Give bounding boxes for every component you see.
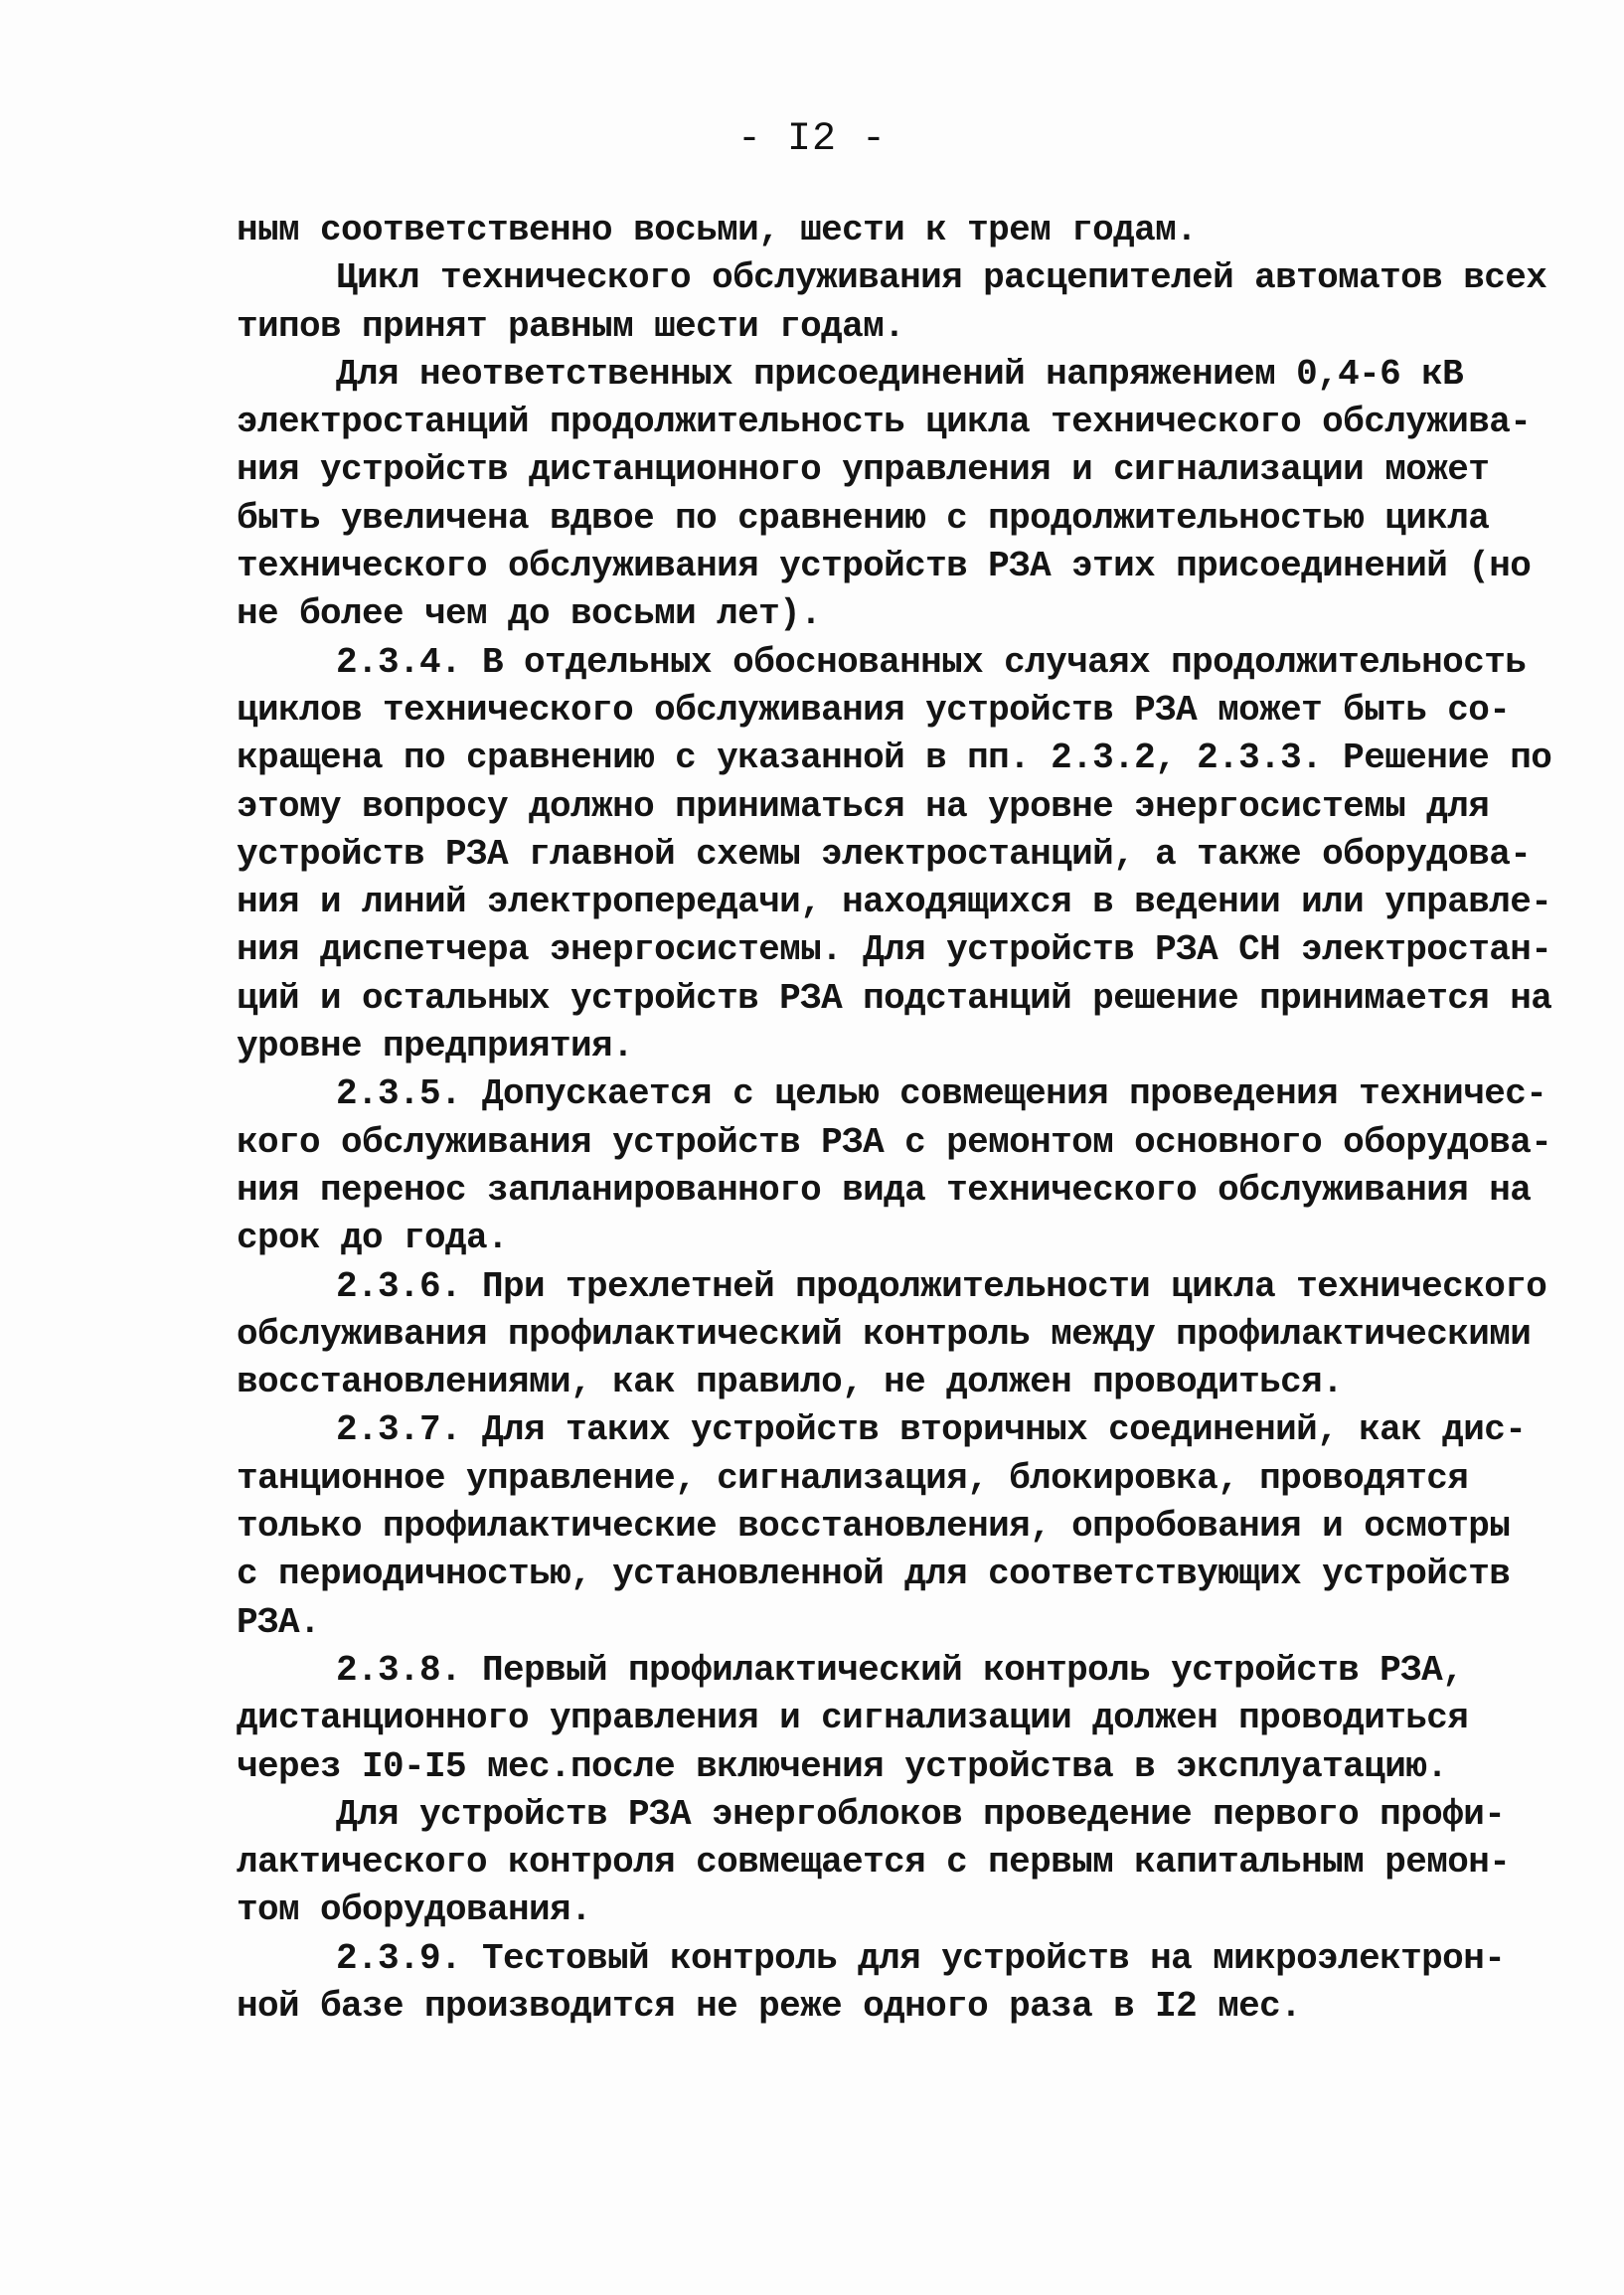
- text-line: циклов технического обслуживания устройств РЗА может быть со-: [237, 689, 1511, 731]
- text-line: 2.3.6. При трехлетней продолжительности цикла технического: [336, 1265, 1547, 1307]
- document-body: [237, 207, 1552, 2031]
- paragraph: [237, 1263, 1547, 1407]
- text-line: ния и линий электропередачи, находящихся в ведении или управле-: [237, 882, 1552, 923]
- text-line: Цикл технического обслуживания расцепителей автоматов всех: [336, 257, 1547, 299]
- text-line: только профилактические восстановления, опробования и осмотры: [237, 1506, 1511, 1548]
- paragraph: [237, 1935, 1506, 2032]
- text-line: срок до года.: [237, 1218, 509, 1259]
- text-line: дистанционного управления и сигнализации должен проводиться: [237, 1698, 1469, 1739]
- text-line: ния устройств дистанционного управления и сигнализации может: [237, 449, 1490, 491]
- paragraph: [237, 1406, 1527, 1646]
- text-line: ций и остальных устройств РЗА подстанций решение принимается на: [237, 977, 1552, 1019]
- text-line: с периодичностью, установленной для соответствующих устройств: [237, 1554, 1511, 1595]
- text-line: типов принят равным шести годам.: [237, 305, 905, 347]
- paragraph: [237, 1791, 1511, 1935]
- page-number: - I2 -: [736, 117, 888, 162]
- text-line: электростанций продолжительность цикла технического обслужива-: [237, 402, 1532, 443]
- text-line: 2.3.9. Тестовый контроль для устройств на микроэлектрон-: [336, 1937, 1506, 1979]
- paragraph: [237, 639, 1552, 1071]
- text-line: через I0-I5 мес.после включения устройства в эксплуатацию.: [237, 1745, 1448, 1787]
- text-line: не более чем до восьми лет).: [237, 593, 822, 635]
- text-line: быть увеличена вдвое по сравнению с продолжительностью цикла: [237, 497, 1490, 539]
- paragraph: [237, 1070, 1552, 1262]
- text-line: ной базе производится не реже одного раза в I2 мес.: [237, 1985, 1302, 2027]
- text-line: 2.3.7. Для таких устройств вторичных соединений, как дис-: [336, 1409, 1527, 1451]
- text-line: кого обслуживания устройств РЗА с ремонтом основного оборудова-: [237, 1121, 1552, 1163]
- text-line: РЗА.: [237, 1601, 321, 1643]
- text-line: лактического контроля совмещается с первым капитальным ремон-: [237, 1842, 1511, 1884]
- text-line: 2.3.5. Допускается с целью совмещения проведения техничес-: [336, 1073, 1547, 1115]
- text-line: танционное управление, сигнализация, блокировка, проводятся: [237, 1457, 1469, 1499]
- text-line: устройств РЗА главной схемы электростанций, а также оборудова-: [237, 833, 1532, 875]
- text-line: ния диспетчера энергосистемы. Для устройств РЗА СН электростан-: [237, 929, 1552, 971]
- text-line: 2.3.8. Первый профилактический контроль устройств РЗА,: [336, 1649, 1464, 1691]
- text-line: обслуживания профилактический контроль между профилактическими: [237, 1313, 1532, 1355]
- text-line: Для устройств РЗА энергоблоков проведение первого профи-: [336, 1793, 1506, 1835]
- text-line: восстановлениями, как правило, не должен проводиться.: [237, 1362, 1344, 1403]
- paragraph: [237, 1647, 1479, 1791]
- text-line: технического обслуживания устройств РЗА этих присоединений (но: [237, 546, 1532, 587]
- text-line: Для неответственных присоединений напряжением 0,4-6 кВ: [336, 353, 1464, 395]
- text-line: кращена по сравнению с указанной в пп. 2.3.2, 2.3.3. Решение по: [237, 738, 1552, 779]
- paragraph: [237, 351, 1532, 639]
- text-line: ния перенос запланированного вида технического обслуживания на: [237, 1169, 1532, 1211]
- paragraph: [237, 207, 1479, 254]
- text-line: уровне предприятия.: [237, 1026, 634, 1067]
- text-line: 2.3.4. В отдельных обоснованных случаях продолжительность: [336, 641, 1527, 683]
- text-line: том оборудования.: [237, 1889, 592, 1931]
- text-line: этому вопросу должно приниматься на уровне энергосистемы для: [237, 785, 1490, 827]
- paragraph: [237, 254, 1547, 351]
- text-line: ным соответственно восьми, шести к трем годам.: [237, 210, 1198, 250]
